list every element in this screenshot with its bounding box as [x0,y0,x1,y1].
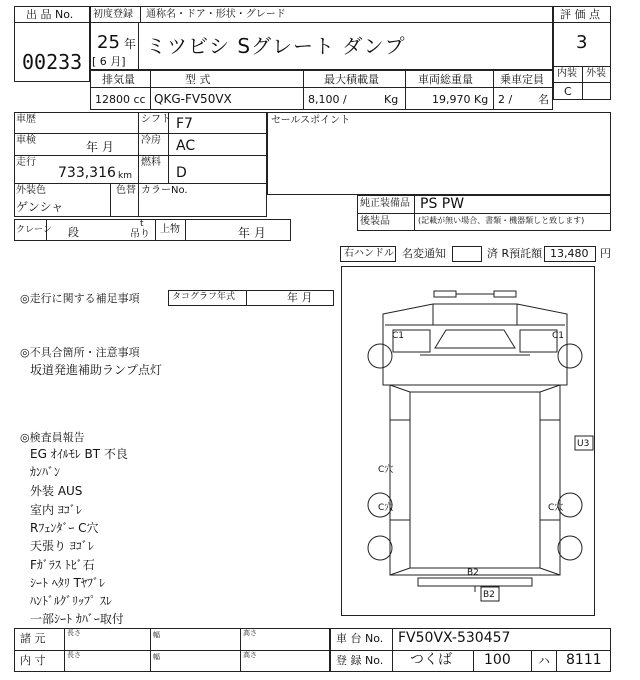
tacho-label: タコグラフ年式 [172,292,236,302]
inspector-line: EG ｵｲﾙﾓﾚ BT 不良 [30,447,128,461]
inspector-title: ◎検査員報告 [20,431,85,444]
gross-weight-value: 19,970 Kg [432,93,489,106]
fuel-label: 燃料 [141,157,161,168]
mark-c1-right: C1 [552,331,565,341]
vehicle-name: ミツビシ Sグレート ダンプ [146,34,406,58]
specs-row-label: 諸 元 [20,632,46,645]
color-no-label: カラーNo. [141,185,188,196]
inspector-line: 天張り ﾖｺﾞﾚ [30,539,94,553]
selling-points-label: セールスポイント [271,115,351,126]
gross-weight-label: 車両総重量 [418,73,473,86]
inspector-line: ﾊﾝﾄﾞﾙｸﾞﾘｯﾌﾟ ｽﾚ [30,594,112,608]
inspector-line: Rﾌｪﾝﾀﾞｰ C穴 [30,521,99,535]
capacity-unit: 名 [538,93,549,106]
model-value: QKG-FV50VX [154,92,232,106]
lot-no: 00233 [22,50,83,74]
reg-place: つくば [410,652,452,668]
era-year: 25 [97,32,120,53]
lot-no-label: 出 品 No. [26,8,74,21]
width-label: 幅 [153,631,160,639]
upper-label: 上物 [160,224,180,235]
mark-b2-bumper: B2 [483,590,495,600]
ac-label: 冷房 [141,135,161,146]
chassis-label: 車 台 No. [336,632,384,645]
inspector-line: ｶﾝﾊﾞﾝ [30,465,61,479]
ext-color-label: 外装色 [16,185,46,196]
genuine-value: PS PW [420,196,465,212]
name-change-label: 名変通知 [402,247,446,260]
ext-color-value: ゲンシャ [16,200,64,214]
mark-u3: U3 [577,439,590,449]
recycle-amount: 13,480 [550,247,589,260]
length-label: 長さ [67,629,81,637]
name-label: 通称名・ドア・形状・グレード [146,9,286,20]
crane-label: クレーン [16,225,52,235]
length-label: 長さ [67,651,81,659]
height-label: 高さ [243,651,257,659]
inspector-line: 外装 AUS [30,484,83,498]
mileage-value: 733,316 [58,165,116,181]
inner-dims-row-label: 内 寸 [20,654,46,667]
max-load-label: 最大積載量 [324,73,379,86]
yen-label: 円 [600,247,611,260]
grade-label: 評 価 点 [560,8,600,21]
hoist-label: 吊り [130,229,150,240]
shift-value: F7 [176,116,193,132]
mark-c-hole-2: C穴 [378,503,394,513]
max-load-unit: Kg [384,93,399,106]
ac-value: AC [176,138,196,154]
aftermarket-note: (記載が無い場合、書類・機器類しと致します) [418,216,585,225]
capacity-value: 2 / [498,93,513,106]
color-change-label: 色替 [116,185,136,196]
mark-b2-bed: B2 [467,568,479,578]
recycle-label: 済 R預託額 [487,247,543,260]
run-notes-title: ◎走行に関する補足事項 [20,292,140,305]
exterior-label: 外装 [586,68,606,79]
chassis-no: FV50VX-530457 [398,630,511,646]
inspector-line: 室内 ﾖｺﾞﾚ [30,503,82,517]
genuine-label: 純正装備品 [360,198,410,209]
aftermarket-label: 後装品 [360,216,390,227]
first-reg-month: [ 6 月] [92,55,126,68]
fuel-value: D [176,165,187,181]
mark-c1-left: C1 [392,331,405,341]
inspection-label: 車検 [16,135,36,146]
ton-label: t [140,219,144,229]
reg-class: 100 [484,652,511,668]
mileage-unit: km [118,171,132,181]
inspector-line: Fｶﾞﾗｽ ﾄﾋﾞ石 [30,558,95,572]
height-label: 高さ [243,629,257,637]
first-reg-label: 初度登録 [93,9,133,20]
mileage-label: 走行 [16,157,36,168]
reg-kana: ハ [538,654,551,668]
tacho-value: 年 月 [287,291,313,304]
reg-number: 8111 [566,652,602,668]
history-label: 車歴 [16,114,36,125]
displacement-value: 12800 cc [95,93,146,106]
interior-grade: C [564,85,572,98]
mark-c-hole-3: C穴 [548,503,564,513]
model-label: 型 式 [185,73,211,86]
inspector-line: ｼｰﾄ ﾍﾀﾘ Tﾔﾌﾞﾚ [30,576,105,590]
reg-label: 登 録 No. [336,654,384,667]
capacity-label: 乗車定員 [500,73,544,86]
interior-label: 内装 [557,68,577,79]
defect-line: 坂道発進補助ランプ点灯 [30,363,163,377]
rhd-label: 右ハンドル [344,248,394,259]
inspection-value: 年 月 [86,140,114,154]
stage-label: 段 [68,226,79,239]
shift-label: シフト [141,114,171,125]
max-load-value: 8,100 / [308,93,347,106]
inspector-line: 一部ｼｰﾄ ｶﾊﾞｰ取付 [30,612,124,626]
year-unit: 年 [124,37,137,51]
grade-value: 3 [576,32,588,53]
defect-title: ◎不具合箇所・注意事項 [20,346,140,359]
mark-c-hole-1: C穴 [378,465,394,475]
upper-value: 年 月 [238,226,266,240]
width-label: 幅 [153,653,160,661]
displacement-label: 排気量 [102,73,135,86]
